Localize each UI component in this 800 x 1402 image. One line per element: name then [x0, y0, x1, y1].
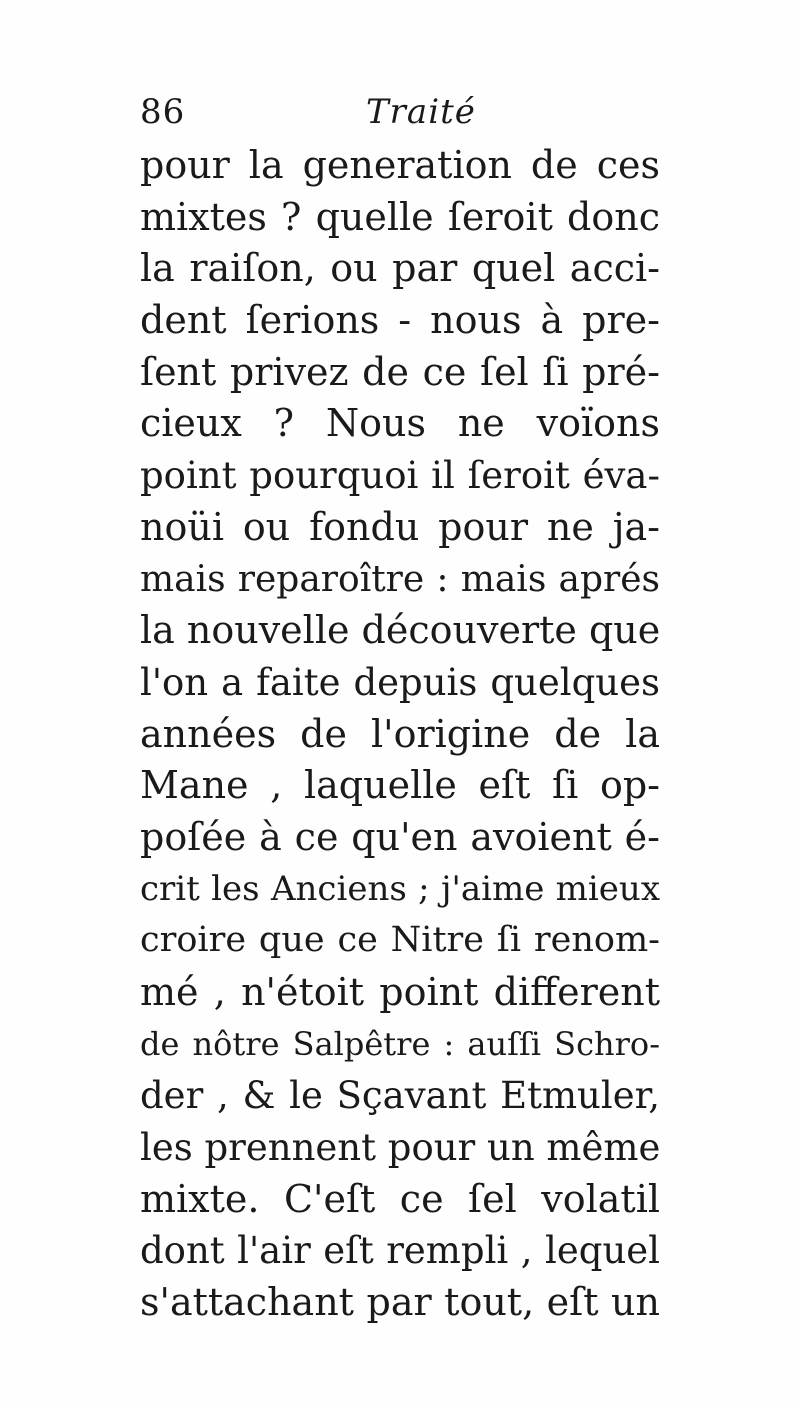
text-line: der , & le Sçavant Etmuler,	[140, 1074, 660, 1118]
text-line: cieux ? Nous ne voïons	[140, 401, 660, 446]
text-line: poſée à ce qu'en avoient é-	[140, 814, 660, 859]
text-line: pour la generation de ces	[140, 143, 660, 187]
text-line: mé , n'étoit point different	[140, 970, 660, 1014]
text-line: noüi ou fondu pour ne ja-	[140, 504, 660, 549]
text-line: dent ſerions - nous à pre-	[140, 298, 660, 343]
text-line: de nôtre Salpêtre : auſſi Schro-	[140, 1024, 660, 1063]
text-line: croire que ce Nitre ſi renom-	[140, 920, 660, 961]
text-line: point pourquoi il ſeroit éva-	[140, 454, 660, 498]
text-line: Mane , laquelle eſt ſi op-	[140, 763, 660, 808]
text-line: années de l'origine de la	[140, 711, 660, 756]
text-line: la nouvelle découverte que	[140, 608, 660, 653]
text-line: la raiſon, ou par quel acci-	[140, 246, 660, 291]
text-line: ſent privez de ce ſel ſi pré-	[140, 349, 660, 394]
text-line: l'on a faite depuis quelques	[140, 660, 660, 704]
text-line: crit les Anciens ; j'aime mieux	[140, 868, 660, 909]
page-number: 86	[140, 92, 186, 132]
text-line: s'attachant par tout, eſt un	[140, 1280, 660, 1325]
text-line: mais reparoître : mais aprés	[140, 558, 660, 600]
text-line: les prennent pour un même	[140, 1126, 660, 1170]
body-text	[140, 140, 660, 1329]
text-line: mixtes ? quelle ſeroit donc	[140, 194, 660, 239]
running-title: Traité	[366, 92, 476, 132]
running-head	[140, 92, 680, 142]
text-line: mixte. C'eſt ce ſel volatil	[140, 1176, 660, 1221]
text-line: dont l'air eſt rempli , lequel	[140, 1229, 660, 1273]
